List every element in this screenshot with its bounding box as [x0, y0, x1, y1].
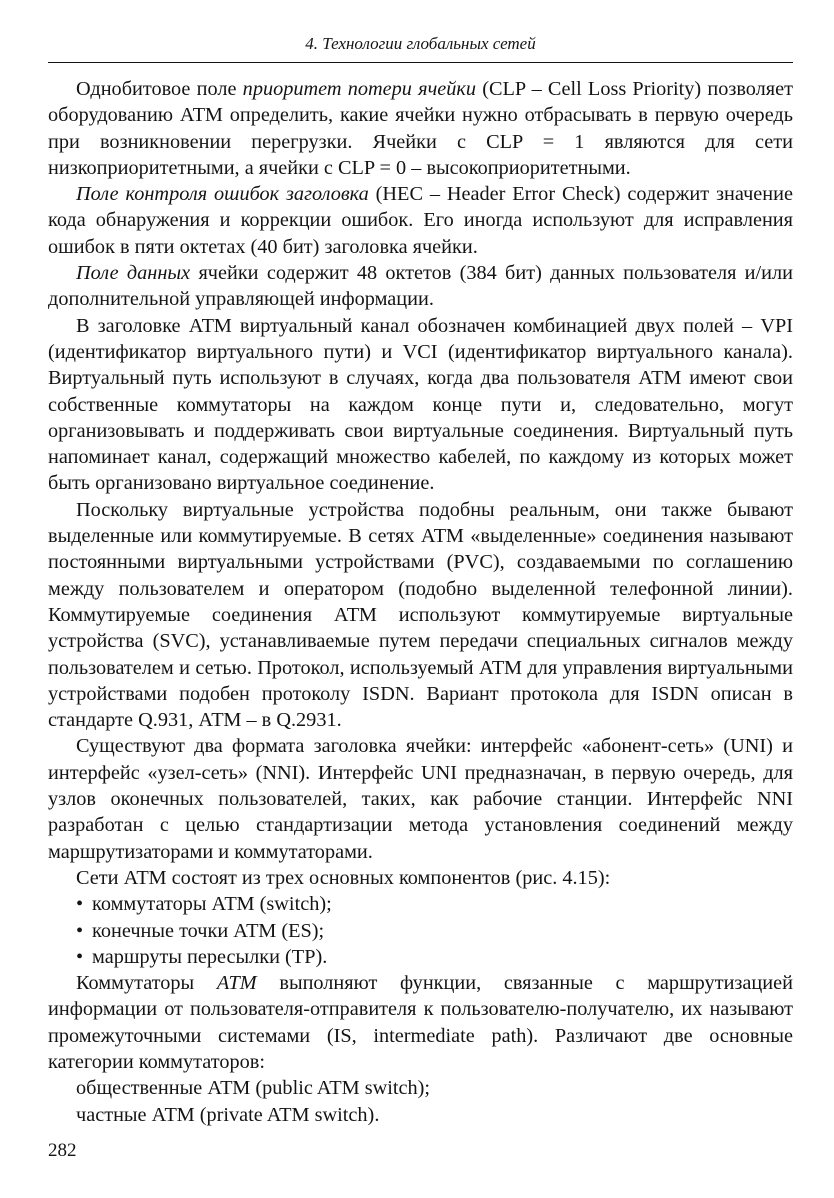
- paragraph-virtual-devices: Поскольку виртуальные устройства подобны реальным, они также бывают выделенные или коммутируемые. В сетях АТМ «выделенные» соединения называют постоянными виртуальными устройствами (PVC), создаваемыми по соглашению между пользователем и оператором (подобно выделенной телефонной линии). Коммутируемые соединения АТМ используют коммутируемые виртуальные устройства (SVC), устанавливаемые путем передачи специальных сигналов между пользователем и сетью. Протокол, используемый АТМ для управления виртуальными устройствами подобен протоколу ISDN. Вариант протокола для ISDN описан в стандарте Q.931, АТМ – в Q.2931.: [48, 498, 793, 732]
- bullet-icon: •: [76, 919, 84, 942]
- header-rule: [48, 62, 793, 63]
- text-run: выполняют функции, связанные с маршрутизацией информации от пользователя-отправителя к пользователю-получателю, их называют промежуточными системами (IS, intermediate path). Различают две основные категории коммутаторов:: [48, 972, 793, 1073]
- paragraph-virtual-channel: В заголовке АТМ виртуальный канал обозначен комбинацией двух полей – VPI (идентификатор виртуального пути) и VCI (идентификатор виртуального канала). Виртуальный путь используют в случаях, когда два пользователя АТМ имеют свои собственные коммутаторы на каждом конце пути и, следовательно, могут организовывать и поддерживать свои виртуальные соединения. Виртуальный путь напоминает канал, содержащий множество кабелей, по каждому из которых может быть организовано виртуальное соединение.: [48, 314, 793, 495]
- paragraph-clp: [48, 76, 793, 181]
- list-item: [48, 944, 793, 970]
- text-run: (CLP – Cell Loss Priority) позволяет оборудованию АТМ определить, какие ячейки нужно отбрасывать в первую очередь при возникновении перегрузки. Ячейки с CLP = 1 являются для сети низкоприоритетными, а ячейки с CLP = 0 – высокоприоритетными.: [48, 78, 793, 179]
- emphasis-term: АТМ: [216, 972, 257, 995]
- category-item: общественные АТМ (public ATM switch);: [76, 1077, 431, 1100]
- paragraph-header-formats: Существуют два формата заголовка ячейки: интерфейс «абонент-сеть» (UNI) и интерфейс «узел-сеть» (NNI). Интерфейс UNI предназначан, в первую очередь, для узлов оконечных пользователей, таких, как рабочие станции. Интерфейс NNI разработан с целью стандартизации метода установления соединений между маршрутизаторами и коммутаторами.: [48, 735, 793, 863]
- paragraph-data-field: [48, 260, 793, 313]
- emphasis-term: Поле данных: [76, 262, 191, 285]
- paragraph-switches: [48, 970, 793, 1075]
- running-head: 4. Технологии глобальных сетей: [305, 34, 536, 53]
- list-item-text: конечные точки АТМ (ES);: [92, 919, 325, 942]
- paragraph-components: Сети АТМ состоят из трех основных компонентов (рис. 4.15):: [76, 866, 611, 889]
- list-item: [48, 891, 793, 917]
- text-run: Однобитовое поле: [76, 78, 243, 100]
- bullet-icon: •: [76, 945, 84, 968]
- list-item-text: коммутаторы АТМ (switch);: [92, 893, 332, 916]
- bullet-icon: •: [76, 893, 84, 916]
- list-item: [48, 918, 793, 944]
- text-run: (HEC – Header Error Check) содержит значение кода обнаружения и коррекции ошибок. Его иногда используют для исправления ошибок в пяти октетах (40 бит) заголовка ячейки.: [48, 183, 793, 258]
- page-number: 282: [48, 1140, 77, 1161]
- body-text: [48, 76, 793, 1128]
- emphasis-term: приоритет потери ячейки: [242, 78, 477, 100]
- emphasis-term: Поле контроля ошибок заголовка: [76, 183, 369, 206]
- category-item: частные АТМ (private ATM switch).: [76, 1103, 380, 1126]
- list-item-text: маршруты пересылки (TP).: [92, 945, 328, 968]
- text-run: Коммутаторы: [76, 972, 217, 995]
- text-run: ячейки содержит 48 октетов (384 бит) данных пользователя и/или дополнительной управляющей информации.: [48, 262, 793, 311]
- paragraph-hec: [48, 181, 793, 260]
